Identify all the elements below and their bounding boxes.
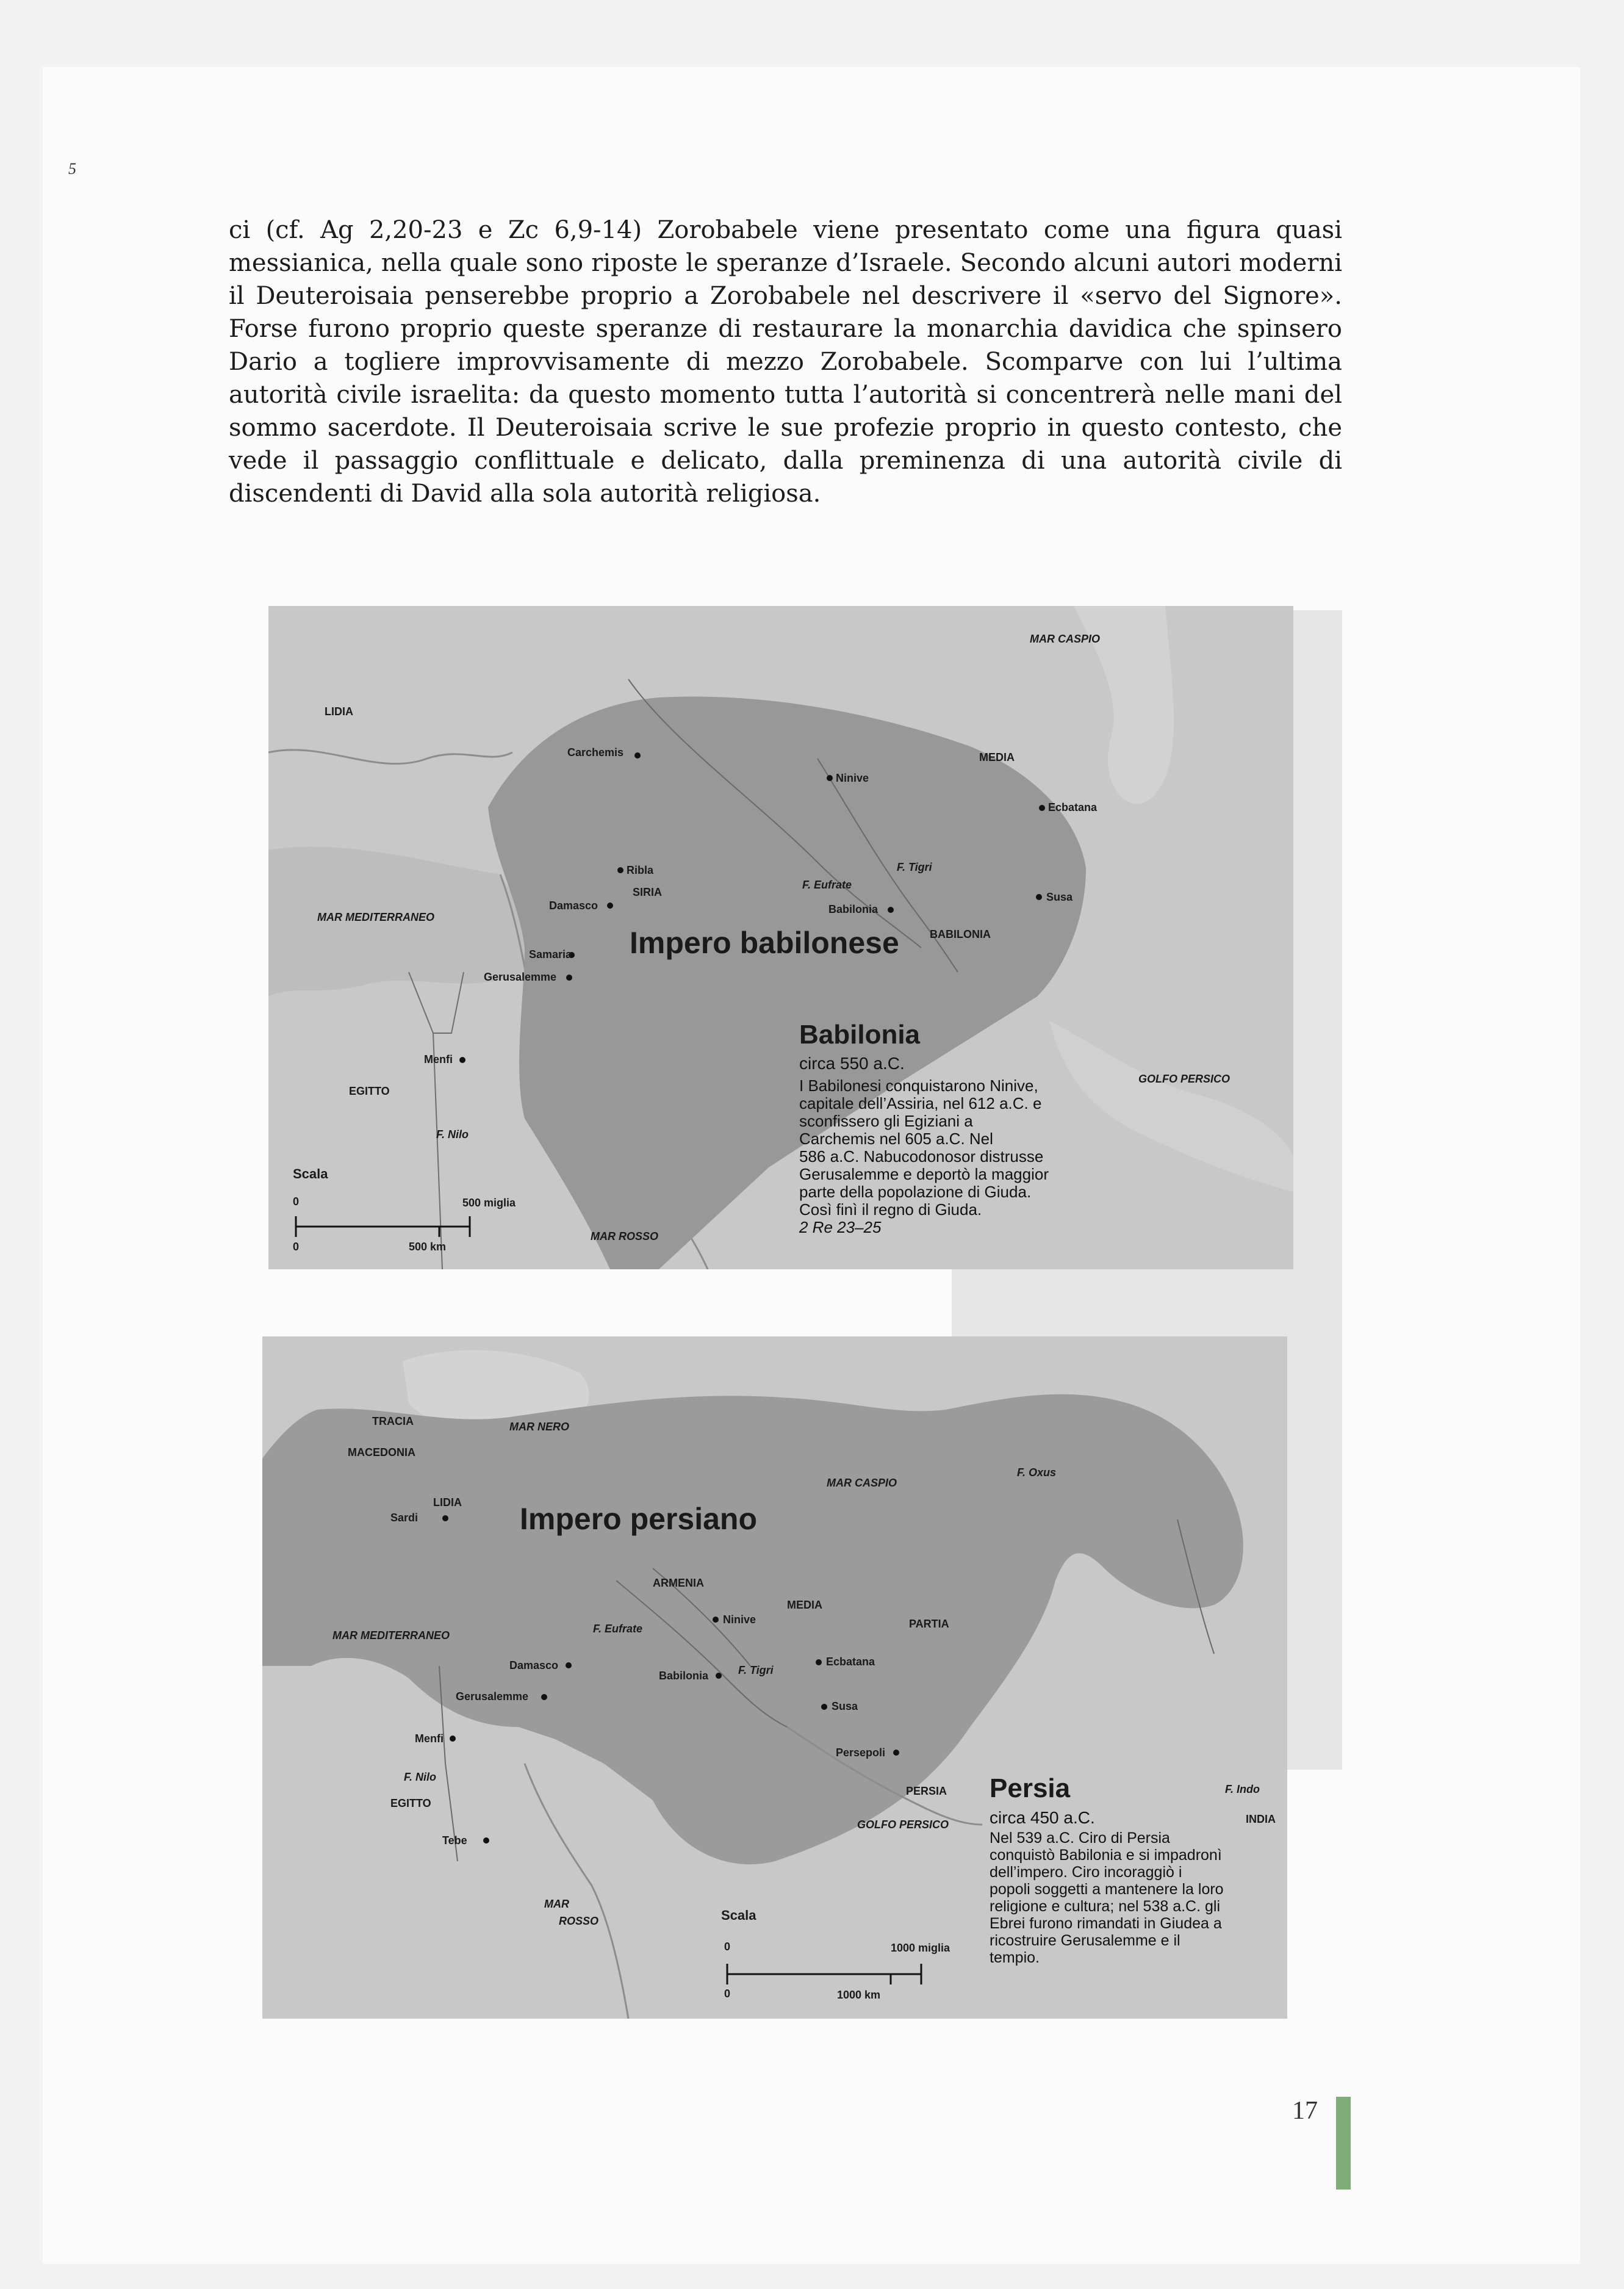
map2-label-mar-nero: MAR NERO xyxy=(509,1421,569,1433)
map2-label-macedonia: MACEDONIA xyxy=(348,1446,415,1458)
map2-caption-body xyxy=(990,1829,1224,1966)
map1-caption-body xyxy=(799,1077,1049,1236)
corner-mark: 5 xyxy=(68,160,76,178)
map2-caption-line: religione e cultura; nel 538 a.C. gli xyxy=(990,1898,1221,1915)
map2-label-menfi: Menfi xyxy=(415,1732,444,1745)
map1-label-ecbatana: Ecbatana xyxy=(1048,801,1098,813)
body-paragraph xyxy=(229,214,1342,510)
map2-label-armenia: ARMENIA xyxy=(653,1577,704,1589)
map2-label-f-tigri: F. Tigri xyxy=(738,1664,774,1676)
map1-label-f-eufrate: F. Eufrate xyxy=(802,879,852,891)
map2-label-mar-mediterraneo: MAR MEDITERRANEO xyxy=(332,1629,450,1642)
map2-label-partia: PARTIA xyxy=(909,1618,949,1630)
map2-label-f-oxus: F. Oxus xyxy=(1017,1466,1057,1479)
map2-dot-sardi xyxy=(442,1515,448,1521)
page-number: 17 xyxy=(1292,2097,1318,2125)
map2-label-persia: PERSIA xyxy=(906,1785,947,1797)
map2-caption-line: conquistò Babilonia e si impadronì xyxy=(990,1847,1222,1864)
map-babylonian-empire xyxy=(268,606,1293,1269)
map2-label-mar-caspio: MAR CASPIO xyxy=(827,1477,897,1489)
map2-label-egitto: EGITTO xyxy=(390,1797,431,1809)
map1-scale-zero-a: 0 xyxy=(293,1195,300,1208)
map2-label-tracia: TRACIA xyxy=(372,1415,414,1427)
map2-label-damasco: Damasco xyxy=(509,1659,559,1671)
map2-dot-ninive xyxy=(713,1617,719,1623)
map1-label-carchemis: Carchemis xyxy=(567,746,624,759)
map1-label-f-nilo: F. Nilo xyxy=(436,1128,469,1141)
map2-dot-gerusalemme xyxy=(541,1694,547,1700)
map1-label-siria: SIRIA xyxy=(633,886,663,898)
map2-label-lidia: LIDIA xyxy=(433,1496,462,1509)
map2-label-ecbatana: Ecbatana xyxy=(826,1656,875,1668)
map1-label-golfo-persico: GOLFO PERSICO xyxy=(1138,1073,1231,1085)
map1-label-menfi: Menfi xyxy=(424,1053,453,1065)
map2-caption-line: dell’impero. Ciro incoraggiò i xyxy=(990,1864,1182,1881)
map2-dot-damasco xyxy=(566,1662,572,1668)
map1-label-ribla: Ribla xyxy=(627,864,654,876)
map1-empire-title: Impero babilonese xyxy=(630,926,899,960)
map-persian-empire xyxy=(262,1336,1287,2019)
map1-label-ninive: Ninive xyxy=(836,772,869,784)
map2-dot-susa xyxy=(821,1704,827,1710)
map2-label-india: INDIA xyxy=(1246,1813,1276,1825)
map2-dot-persepoli xyxy=(893,1750,899,1756)
map1-dot-carchemis xyxy=(634,752,641,759)
map1-dot-ribla xyxy=(617,867,623,873)
map1-dot-menfi xyxy=(459,1057,465,1063)
map1-caption-title: Babilonia xyxy=(799,1020,921,1050)
map1-label-babilonia-city: Babilonia xyxy=(828,903,878,915)
map1-caption-line: parte della popolazione di Giuda. xyxy=(799,1183,1032,1201)
map2-label-ninive: Ninive xyxy=(723,1613,756,1626)
map2-label-f-indo: F. Indo xyxy=(1225,1783,1260,1795)
map1-caption-line: capitale dell’Assiria, nel 612 a.C. e xyxy=(799,1094,1042,1112)
map2-caption-line: Nel 539 a.C. Ciro di Persia xyxy=(990,1829,1170,1847)
map1-scale-label: Scala xyxy=(293,1166,328,1181)
map1-scale-zero-b: 0 xyxy=(293,1241,300,1253)
map1-caption-reference: 2 Re 23–25 xyxy=(799,1218,882,1236)
map1-dot-susa xyxy=(1036,894,1042,900)
map1-label-samaria: Samaria xyxy=(529,948,572,961)
map2-label-mar-rosso-a: MAR xyxy=(544,1898,569,1910)
map2-caption-title: Persia xyxy=(990,1773,1071,1803)
map1-label-media: MEDIA xyxy=(979,751,1015,763)
map1-caption-line: Così finì il regno di Giuda. xyxy=(799,1200,982,1219)
map1-caption-line: sconfissero gli Egiziani a xyxy=(799,1112,973,1130)
map2-scale-zero-b: 0 xyxy=(724,1988,731,2000)
map2-caption-line: tempio. xyxy=(990,1949,1040,1966)
map2-scale-miles: 1000 miglia xyxy=(891,1942,950,1954)
map2-label-babilonia: Babilonia xyxy=(659,1670,709,1682)
map1-label-babilonia-region: BABILONIA xyxy=(930,928,991,940)
map2-label-sardi: Sardi xyxy=(390,1512,419,1524)
map2-dot-tebe xyxy=(483,1837,489,1844)
map1-label-egitto: EGITTO xyxy=(349,1085,390,1097)
map2-scale-zero-a: 0 xyxy=(724,1941,731,1953)
map2-caption-line: ricostruire Gerusalemme e il xyxy=(990,1932,1180,1949)
page-accent-bar xyxy=(1336,2097,1351,2190)
map2-label-media: MEDIA xyxy=(787,1599,822,1611)
body-paragraph-text: ci (cf. Ag 2,20-23 e Zc 6,9-14) Zorobabele viene presentato come una figura quasi messianica, nella quale sono riposte le speranze d’Israele. Secondo alcuni autori moderni il Deuteroisaia penserebbe proprio a Zorobabele nel descrivere il «servo del Signore». Forse furono proprio queste speranze di restaurare la monarchia davidica che spinsero Dario a togliere improvvisamente di mezzo Zorobabele. Scomparve con lui l’ultima autorità civile israelita: da questo momento tutta l’autorità si concentrerà nelle mani del sommo sacerdote. Il Deuteroisaia scrive le sue profezie proprio in questo contesto, che vede il passaggio conflittuale e delicato, dalla preminenza di una autorità civile di discendenti di David alla sola autorità religiosa. xyxy=(229,216,1342,508)
map1-caption-line: Gerusalemme e deportò la maggior xyxy=(799,1165,1049,1183)
map1-label-mar-rosso: MAR ROSSO xyxy=(591,1230,659,1242)
map1-label-lidia: LIDIA xyxy=(325,705,353,718)
map1-dot-babilonia xyxy=(888,907,894,913)
map2-scale-label: Scala xyxy=(721,1908,756,1923)
map2-label-f-nilo: F. Nilo xyxy=(404,1771,436,1783)
map1-label-damasco: Damasco xyxy=(549,899,598,912)
map1-caption-line: 586 a.C. Nabucodonosor distrusse xyxy=(799,1147,1044,1166)
map1-dot-damasco xyxy=(607,903,613,909)
map2-dot-ecbatana xyxy=(816,1659,822,1665)
map1-caption-line: I Babilonesi conquistarono Ninive, xyxy=(799,1076,1038,1095)
map1-label-f-tigri: F. Tigri xyxy=(897,861,932,873)
map2-empire-title: Impero persiano xyxy=(520,1502,757,1536)
map2-caption-date: circa 450 a.C. xyxy=(990,1808,1095,1827)
map1-scale-km: 500 km xyxy=(409,1241,447,1253)
map1-dot-ninive xyxy=(827,775,833,781)
map2-label-tebe: Tebe xyxy=(442,1834,467,1847)
map2-caption-line: Ebrei furono rimandati in Giudea a xyxy=(990,1915,1222,1932)
map1-label-gerusalemme: Gerusalemme xyxy=(484,971,557,983)
map2-scale-km: 1000 km xyxy=(837,1989,881,2001)
map1-dot-ecbatana xyxy=(1039,805,1045,811)
map2-label-susa: Susa xyxy=(832,1700,858,1712)
map2-dot-menfi xyxy=(450,1736,456,1742)
map1-scale-miles: 500 miglia xyxy=(462,1197,516,1209)
map2-label-mar-rosso-b: ROSSO xyxy=(559,1915,599,1927)
map1-label-mar-caspio: MAR CASPIO xyxy=(1030,633,1101,645)
map2-dot-babilonia xyxy=(716,1673,722,1679)
map2-label-golfo-persico: GOLFO PERSICO xyxy=(857,1819,949,1831)
map2-label-gerusalemme: Gerusalemme xyxy=(456,1690,529,1703)
map1-caption-line: Carchemis nel 605 a.C. Nel xyxy=(799,1130,993,1148)
map1-dot-gerusalemme xyxy=(566,975,572,981)
map1-caption-date: circa 550 a.C. xyxy=(799,1054,905,1073)
map1-label-susa: Susa xyxy=(1046,891,1073,903)
map1-label-mar-mediterraneo: MAR MEDITERRANEO xyxy=(317,911,434,923)
map2-caption-line: popoli soggetti a mantenere la loro xyxy=(990,1881,1224,1898)
map2-label-persepoli: Persepoli xyxy=(836,1746,886,1759)
map2-label-f-eufrate: F. Eufrate xyxy=(593,1623,643,1635)
